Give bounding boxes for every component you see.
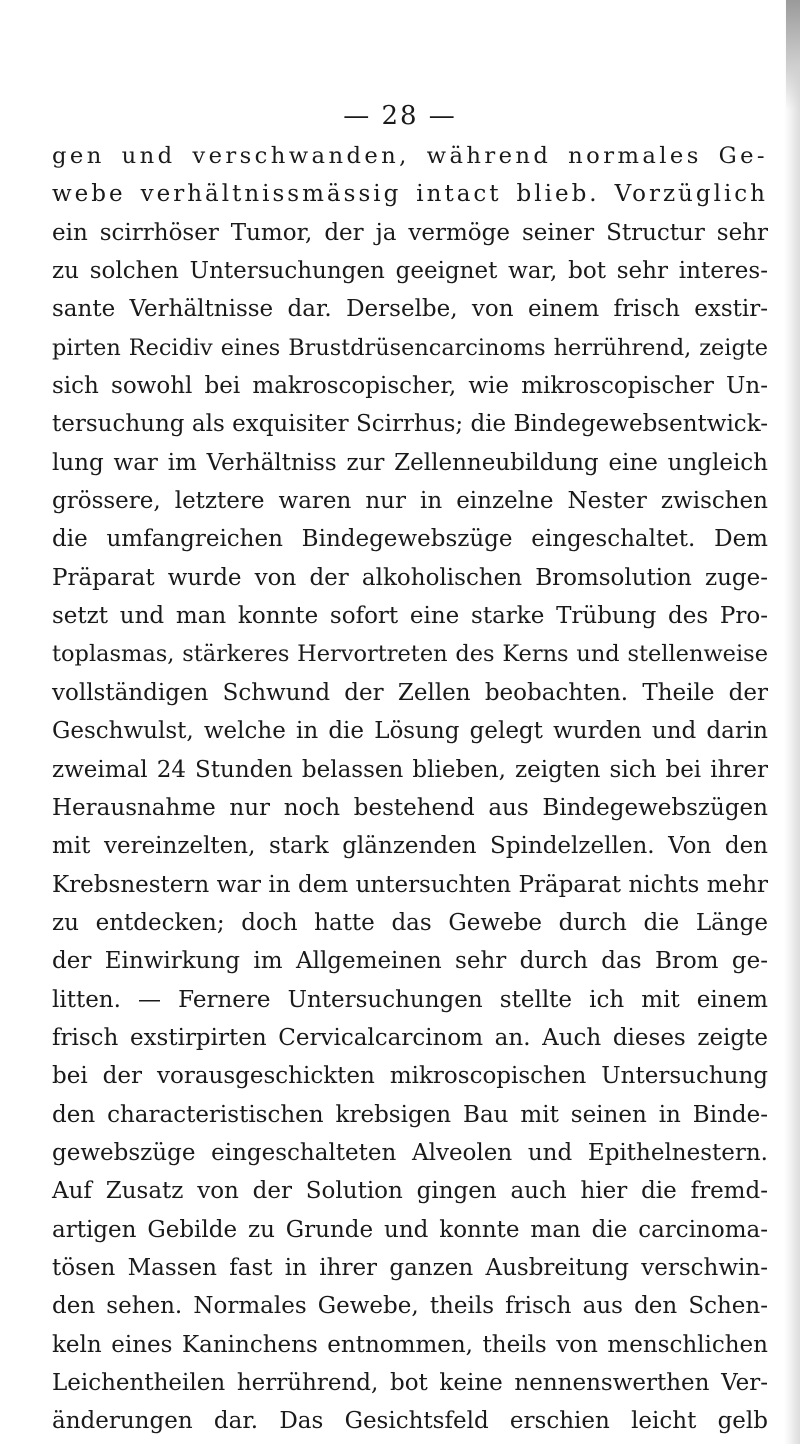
text-line: artigen Gebilde zu Grunde und konnte man die carcinoma- bbox=[52, 1216, 768, 1243]
text-line: Geschwulst, welche in die Lösung gelegt wurden und darin bbox=[52, 718, 768, 745]
text-line: Leichentheilen herrührend, bot keine nennenswerthen Ver- bbox=[52, 1370, 768, 1396]
text-line: tersuchung als exquisiter Scirrhus; die Bindegewebsentwick- bbox=[52, 411, 768, 438]
body-text bbox=[52, 137, 768, 1441]
text-line: zu solchen Untersuchungen geeignet war, bot sehr interes- bbox=[52, 258, 768, 285]
text-line: webe verhältnissmässig intact blieb. Vorzüglich bbox=[52, 181, 768, 208]
text-line: keln eines Kaninchens entnommen, theils von menschlichen bbox=[52, 1331, 768, 1358]
text-line: änderungen dar. Das Gesichtsfeld erschien leicht gelb bbox=[52, 1408, 768, 1435]
text-line: den sehen. Normales Gewebe, theils frisch aus den Schen- bbox=[52, 1293, 768, 1320]
text-line: Herausnahme nur noch bestehend aus Bindegewebszügen bbox=[52, 794, 768, 821]
text-line: toplasmas, stärkeres Hervortreten des Kerns und stellenweise bbox=[52, 641, 768, 668]
scan-edge-corner bbox=[786, 0, 800, 110]
text-line: sante Verhältnisse dar. Derselbe, von einem frisch exstir- bbox=[52, 296, 768, 323]
page-number: — 28 — bbox=[343, 101, 457, 131]
text-line: gen und verschwanden, während normales Ge- bbox=[52, 143, 768, 169]
text-line: pirten Recidiv eines Brustdrüsencarcinoms herrührend, zeigte bbox=[52, 334, 768, 361]
text-line: Auf Zusatz von der Solution gingen auch hier die fremd- bbox=[52, 1178, 768, 1205]
text-line: ein scirrhöser Tumor, der ja vermöge seiner Structur sehr bbox=[52, 219, 768, 246]
text-line: Präparat wurde von der alkoholischen Bromsolution zuge- bbox=[52, 564, 768, 591]
scan-edge-shadow bbox=[784, 0, 800, 1444]
text-line: frisch exstirpirten Cervicalcarcinom an. Auch dieses zeigte bbox=[52, 1024, 768, 1051]
text-line: der Einwirkung im Allgemeinen sehr durch das Brom ge- bbox=[52, 948, 768, 975]
text-line: zu entdecken; doch hatte das Gewebe durch die Länge bbox=[52, 909, 768, 936]
text-line: Krebsnestern war in dem untersuchten Präparat nichts mehr bbox=[52, 871, 768, 898]
text-line: zweimal 24 Stunden belassen blieben, zeigten sich bei ihrer bbox=[52, 756, 768, 783]
text-line: lung war im Verhältniss zur Zellenneubildung eine ungleich bbox=[52, 449, 768, 476]
text-line: grössere, letztere waren nur in einzelne Nester zwischen bbox=[52, 488, 768, 515]
text-line: den characteristischen krebsigen Bau mit seinen in Binde- bbox=[52, 1101, 768, 1128]
text-line: mit vereinzelten, stark glänzenden Spindelzellen. Von den bbox=[52, 833, 768, 860]
text-line: sich sowohl bei makroscopischer, wie mikroscopischer Un- bbox=[52, 373, 768, 400]
text-line: setzt und man konnte sofort eine starke Trübung des Pro- bbox=[52, 603, 768, 630]
text-line: vollständigen Schwund der Zellen beobachten. Theile der bbox=[52, 679, 768, 706]
text-line: die umfangreichen Bindegewebszüge eingeschaltet. Dem bbox=[52, 526, 768, 553]
text-line: tösen Massen fast in ihrer ganzen Ausbreitung verschwin- bbox=[52, 1254, 768, 1281]
text-line: litten. — Fernere Untersuchungen stellte ich mit einem bbox=[52, 986, 768, 1013]
text-line: gewebszüge eingeschalteten Alveolen und Epithelnestern. bbox=[52, 1139, 768, 1166]
text-line: bei der vorausgeschickten mikroscopischen Untersuchung bbox=[52, 1063, 768, 1090]
